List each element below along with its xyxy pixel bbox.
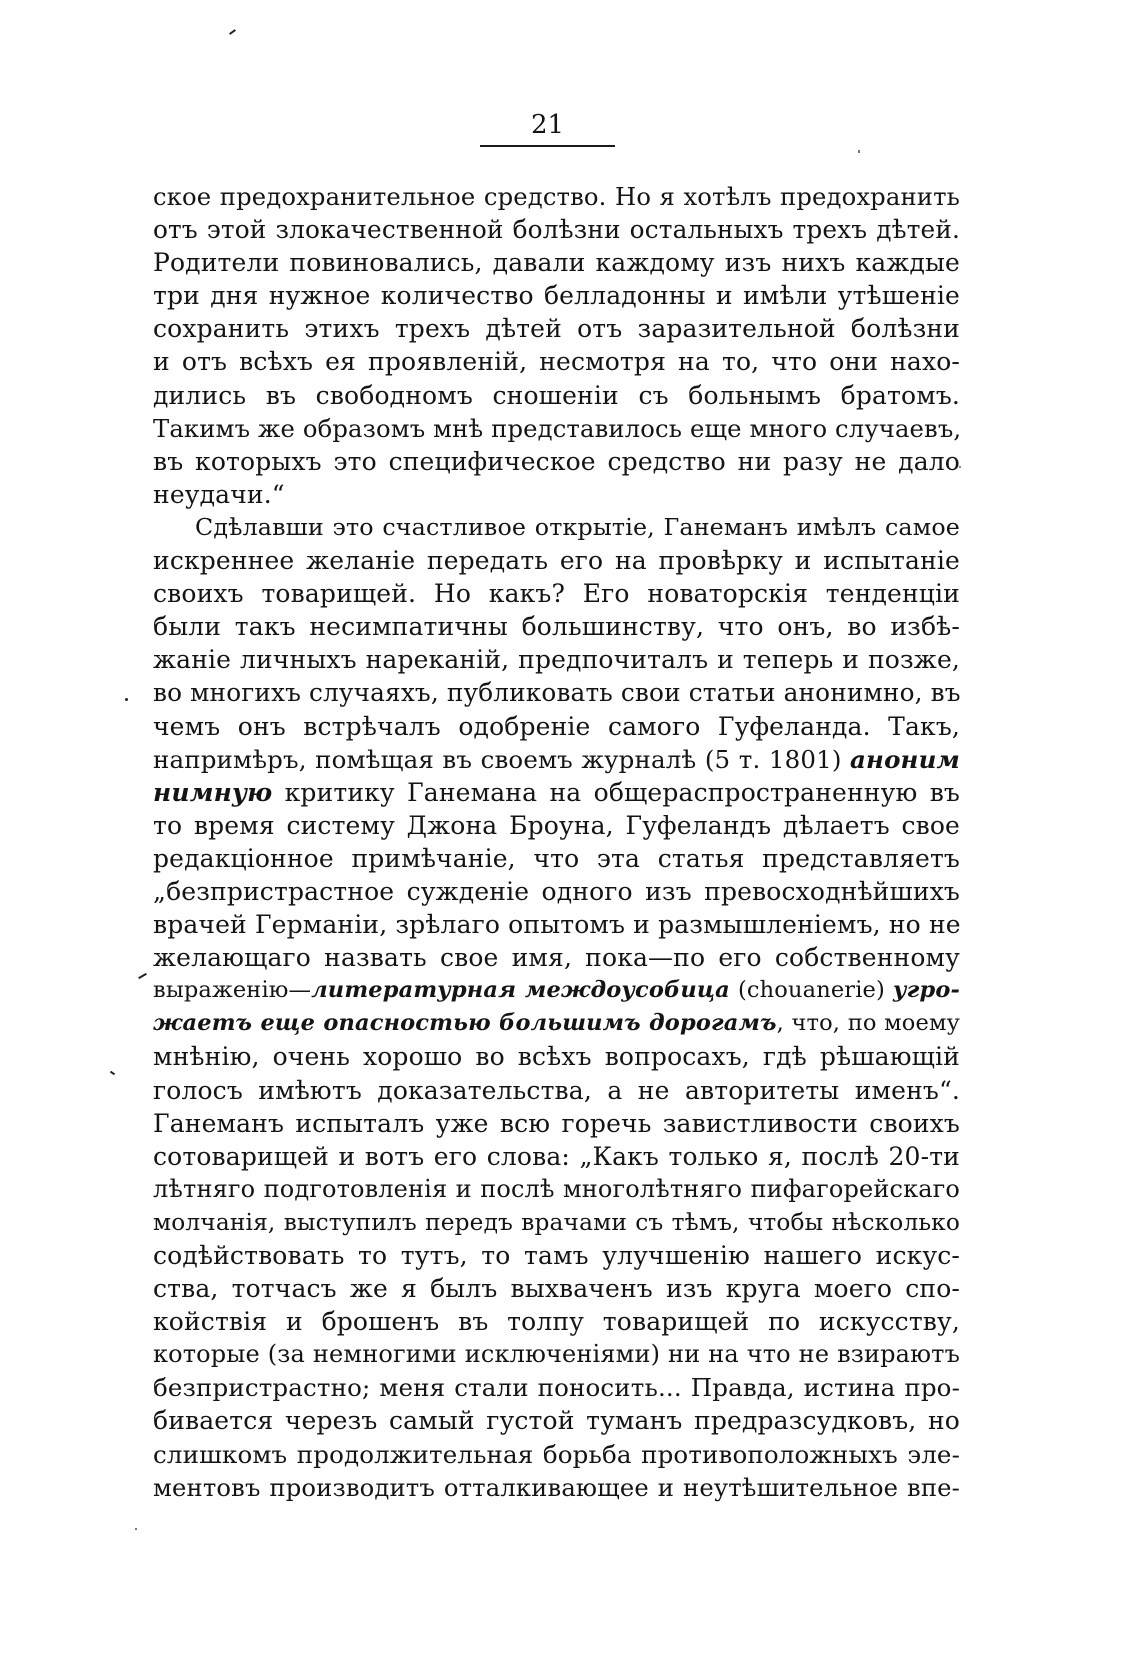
text-segment: выраженію— [153, 977, 312, 1004]
text-line: жаніе личныхъ нареканій, предпочиталъ и теперь и позже, [153, 645, 960, 675]
text-line: врачей Германіи, зрѣлаго опытомъ и размышленіемъ, но не [153, 910, 961, 940]
text-line [153, 743, 960, 776]
text-line: Такимъ же образомъ мнѣ представилось еще много случаевъ, [153, 413, 962, 443]
ink-speck [229, 29, 236, 35]
text-line: слишкомъ продолжительная борьба противоположныхъ эле- [153, 1439, 960, 1469]
text-line: ментовъ производитъ отталкивающее и неутѣшительное впе- [153, 1472, 960, 1502]
text-line: то время систему Джона Броуна, Гуфеландъ дѣлаетъ свое [153, 810, 960, 840]
text-line: лѣтняго подготовленія и послѣ многолѣтняго пифагорейскаго [153, 1174, 960, 1203]
text-line: три дня нужное количество белладонны и имѣли утѣшеніе [153, 281, 960, 311]
italic-segment: аноним [850, 744, 960, 774]
text-segment: напримѣръ, помѣщая въ своемъ журналѣ (5 т. 1801) [153, 744, 842, 774]
text-line: своихъ товарищей. Но какъ? Его новаторскія тенденціи [153, 579, 960, 609]
ink-speck [138, 973, 147, 979]
ink-speck [858, 150, 860, 153]
text-line: въ которыхъ это специфическое средство ни разу не дало [153, 446, 960, 476]
text-line: молчанія, выступилъ передъ врачами съ тѣмъ, чтобы нѣсколько [153, 1208, 960, 1236]
text-line: „безпристрастное сужденіе одного изъ превосходнѣйшихъ [153, 876, 960, 906]
italic-segment: нимную [153, 777, 273, 807]
text-line: мнѣнію, очень хорошо во всѣхъ вопросахъ, гдѣ рѣшающій [153, 1042, 960, 1072]
text-line: редакціонное примѣчаніе, что эта статья представляетъ [153, 843, 960, 873]
text-line: ское предохранительное средство. Но я хотѣлъ предохранить [153, 182, 960, 211]
text-line: отъ этой злокачественной болѣзни остальныхъ трехъ дѣтей. [153, 215, 960, 245]
text-line: дились въ свободномъ сношеніи съ больнымъ братомъ. [153, 380, 960, 410]
italic-segment: угро- [893, 977, 960, 1004]
text-line: Родители повиновались, давали каждому изъ нихъ каждые [153, 248, 960, 278]
text-line: желающаго назвать свое имя, пока—по его собственному [153, 943, 960, 973]
body-text [153, 180, 960, 1504]
text-line: сохранить этихъ трехъ дѣтей отъ заразительной болѣзни [153, 314, 960, 344]
paragraph-first-line: Сдѣлавши это счастливое открытіе, Ганеманъ имѣлъ самое [195, 512, 960, 541]
ink-speck [110, 1071, 115, 1076]
text-segment: , что, по моему [776, 1010, 960, 1037]
text-line: которые (за немногими исключеніями) ни на что не взираютъ [153, 1340, 960, 1369]
text-segment: критику Ганемана на общераспространенную въ [272, 777, 960, 807]
text-line: неудачи.“ [153, 479, 285, 509]
text-line [153, 776, 960, 809]
text-line [153, 1007, 960, 1040]
text-line: бивается черезъ самый густой туманъ предразсудковъ, но [153, 1406, 960, 1436]
ink-speck [135, 1528, 137, 1530]
italic-segment: литературная междоусобица [311, 977, 730, 1004]
text-line: Ганеманъ испыталъ уже всю горечь завистливости своихъ [153, 1108, 960, 1138]
text-line: ства, тотчасъ же я былъ выхваченъ изъ круга моего спо- [153, 1274, 960, 1304]
text-line: чемъ онъ встрѣчалъ одобреніе самого Гуфеланда. Такъ, [153, 711, 960, 741]
header-rule [480, 145, 615, 147]
text-line: койствія и брошенъ въ толпу товарищей по искусству, [153, 1307, 960, 1337]
text-line: безпристрастно; меня стали поносить... Правда, истина про- [153, 1373, 960, 1403]
text-line: сотоварищей и вотъ его слова: „Какъ только я, послѣ 20-ти [153, 1141, 960, 1171]
page-number: 21 [530, 110, 565, 140]
text-segment: (chouanerie) [729, 977, 894, 1004]
text-line: голосъ имѣютъ доказательства, а не авторитеты именъ“. [153, 1075, 960, 1105]
text-line: и отъ всѣхъ ея проявленій, несмотря на то, что они нахо- [153, 347, 960, 377]
text-line [153, 974, 960, 1007]
italic-segment: жаетъ еще опасностью большимъ дорогамъ [153, 1010, 777, 1037]
text-line: искреннее желаніе передать его на провѣрку и испытаніе [153, 546, 960, 576]
text-line: содѣйствовать то тутъ, то тамъ улучшенію нашего искус- [153, 1241, 960, 1270]
text-line: во многихъ случаяхъ, публиковать свои статьи анонимно, въ [153, 678, 961, 708]
text-line: были такъ несимпатичны большинству, что онъ, во избѣ- [153, 612, 960, 642]
ink-speck [125, 698, 128, 701]
